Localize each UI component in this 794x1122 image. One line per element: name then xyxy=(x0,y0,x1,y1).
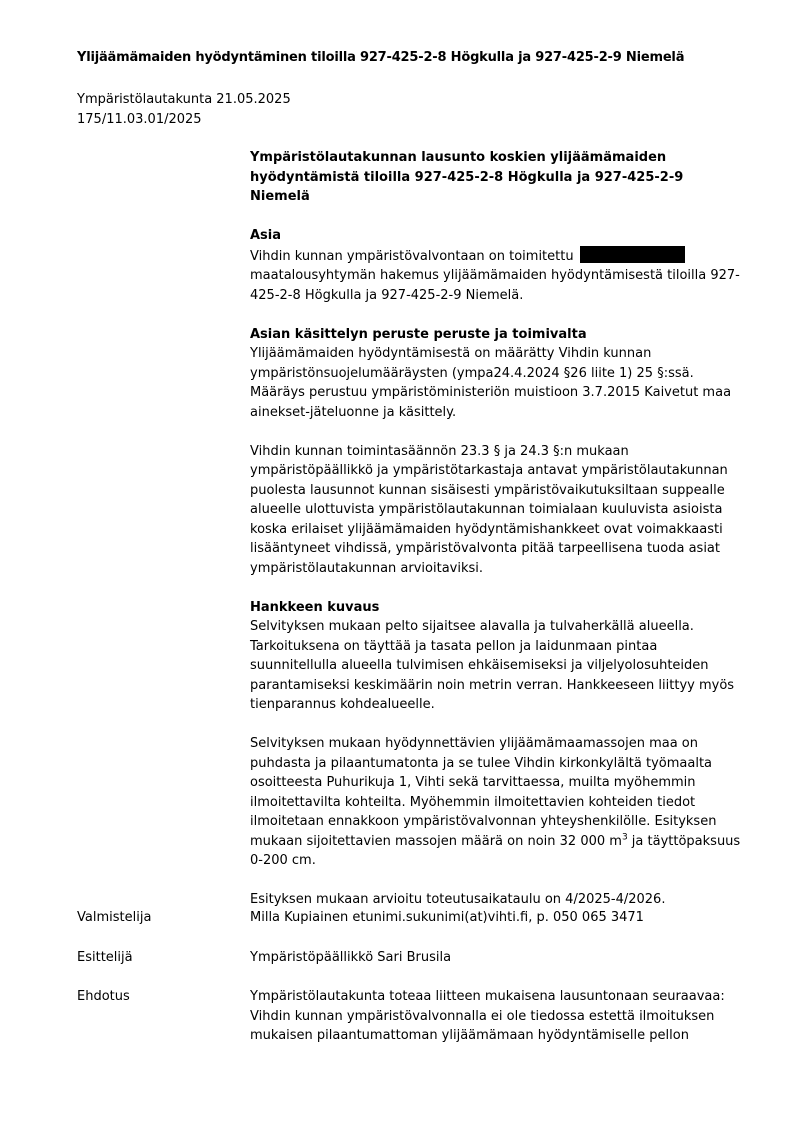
asia-heading: Asia xyxy=(250,228,282,243)
asia-text-start: Vihdin kunnan ympäristövalvontaan on toimitettu xyxy=(250,248,574,264)
statement-heading: Ympäristölautakunnan lausunto koskien ylijäämämaiden hyödyntämistä tiloilla 927-425-2-8 Högkulla ja 927-425-2-9 Niemelä xyxy=(250,150,684,204)
valmistelija-value: Milla Kupiainen etunimi.sukunimi(at)vihti.fi, p. 050 065 3471 xyxy=(250,910,644,925)
hanke-paragraph-2-text: Selvityksen mukaan hyödynnettävien ylijäämämaamassojen maa on puhdasta ja pilaantumatonta ja se tulee Vihdin kirkonkylältä työmaalta osoitteesta Puhurikuja 1, Vihti sekä tarvittaessa, muilta myöhemmin ilmoitettavilta kohteilta. Myöhemmin ilmoitettavien kohteiden tiedot ilmoitetaan ennakkoon ympäristövalvonnan yhteyshenkilölle. Esityksen mukaan sijoitettavien massojen määrä on noin 32 000 m xyxy=(250,736,717,849)
cubic-superscript: 3 xyxy=(621,832,628,843)
meeting-info xyxy=(77,90,291,129)
esittelija-label: Esittelijä xyxy=(77,950,133,965)
peruste-paragraph-1: Ylijäämämaiden hyödyntämisestä on määrätty Vihdin kunnan ympäristönsuojelumääräysten (ympa24.4.2024 §26 liite 1) 25 §:ssä. Määräys perustuu ympäristöministeriön muistioon 3.7.2015 Kaivetut maa ainekset-jäteluonne ja käsittely. xyxy=(250,346,732,420)
hanke-paragraph-2 xyxy=(250,734,745,871)
valmistelija-label: Valmistelija xyxy=(77,910,152,925)
asia-text xyxy=(250,246,745,306)
esittelija-value: Ympäristöpäällikkö Sari Brusila xyxy=(250,950,452,965)
asia-text-end: maatalousyhtymän hakemus ylijäämämaiden hyödyntämisestä tiloilla 927-425-2-8 Högkulla ja 927-425-2-9 Niemelä. xyxy=(250,268,740,303)
hanke-paragraph-1: Selvityksen mukaan pelto sijaitsee alavalla ja tulvaherkällä alueella. Tarkoituksena on täyttää ja tasata pellon ja laidunmaan pintaa suunnitellulla alueella tulvimisen ehkäisemiseksi ja viljelyolosuhteiden parantamiseksi keskimäärin noin metrin verran. Hankkeeseen liittyy myös tienparannus kohdealueelle. xyxy=(250,619,735,712)
hanke-paragraph-3: Esityksen mukaan arvioitu toteutusaikataulu on 4/2025-4/2026. xyxy=(250,892,666,907)
peruste-heading: Asian käsittelyn peruste peruste ja toimivalta xyxy=(250,326,587,342)
case-number: 175/11.03.01/2025 xyxy=(77,111,202,127)
redacted-name-block xyxy=(580,246,685,263)
peruste-paragraph-2: Vihdin kunnan toimintasäännön 23.3 § ja 24.3 §:n mukaan ympäristöpäällikkö ja ympäristötarkastaja antavat ympäristölautakunnan puolesta lausunnot kunnan sisäisesti ympäristövaikutuksiltaan suppealle alueelle ulottuvista ympäristölautakunnan toimialaan kuuluvista asioista koska erilaiset ylijäämämaiden hyödyntämishankkeet ovat voimakkaasti lisääntyneet vihdissä, ympäristövalvonta pitää tarpeellisena tuoda asiat ympäristölautakunnan arvioitaviksi. xyxy=(250,443,728,576)
ehdotus-value: Ympäristölautakunta toteaa liitteen mukaisena lausuntonaan seuraavaa: Vihdin kunnan ympäristövalvonnalla ei ole tiedossa estettä ilmoituksen mukaisen pilaantumattoman ylijäämämaan hyödyntämiselle pellon xyxy=(250,989,725,1043)
document-title: Ylijäämämaiden hyödyntäminen tiloilla 927-425-2-8 Högkulla ja 927-425-2-9 Niemelä xyxy=(77,50,685,65)
meeting-date: Ympäristölautakunta 21.05.2025 xyxy=(77,92,291,107)
ehdotus-label: Ehdotus xyxy=(77,989,130,1004)
hanke-paragraph-2-end: ja täyttöpaksuus 0-200 cm. xyxy=(250,833,741,868)
statement-body xyxy=(250,148,745,910)
hanke-heading: Hankkeen kuvaus xyxy=(250,599,380,615)
